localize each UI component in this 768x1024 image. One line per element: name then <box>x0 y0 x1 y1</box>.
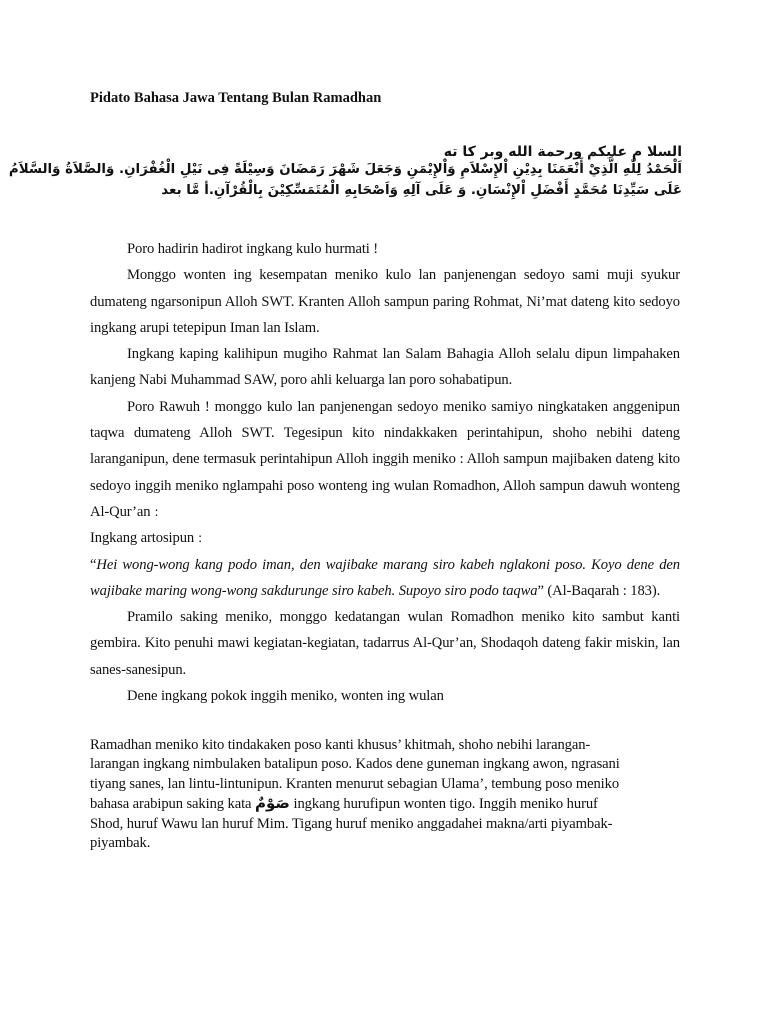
main-point-intro: Dene ingkang pokok inggih meniko, wonten ing wulan <box>127 688 444 705</box>
arabic-opening-line-2: عَلَى سَيِّدِنَا مُحَمَّدٍ أَفْضَلِ اْلإِنْسَانِ. وَ عَلَى آلِهِ وَاَصْحَابِهِ الْمُتَمَسِّكِيْنَ بِالْقُرْآنِ.أ مَّا بعد <box>161 183 682 198</box>
fasting-text-before: Ramadhan meniko kito tindakaken poso kanti khusus’ khitmah, shoho nebihi larangan-larangan ingkang nimbulaken batalipun poso. Kados dene guneman ingkang awon, ngrasani tiyang sanes, lan lintu-lintunipun. Kranten menurut sebagian Ulama’, tembung poso meniko bahasa arabipun saking kata <box>90 737 620 813</box>
meaning-intro-text: Ingkang artosipun <box>90 530 195 547</box>
meaning-intro <box>90 525 680 551</box>
arabic-salam: السلا م عليكم ورحمة الله وبر كا ته <box>443 144 682 160</box>
quote-reference: ” (Al-Baqarah : 183). <box>537 582 661 599</box>
arabic-opening-line-1: اَلْحَمْدُ لِلّٰهِ الَّذِيْ أَنْعَمَنَا بِدِيْنِ اْلإِسْلاَمِ وَاْلإِيْمَنِ وَجَعَلَ شَهْرَ رَمَضَانَ وَسِيْلَةً فِى نَيْلِ الْغُفْرَانِ. وَالصَّلاَةُ وَالسَّلاَمُ <box>8 162 682 177</box>
taqwa-colon: : <box>150 503 159 519</box>
fasting-text-after: ingkang hurufipun wonten tigo. Inggih meniko huruf Shod, huruf Wawu lan huruf Mim. Tigang huruf meniko anggadahei makna/arti piyambak-piyambak. <box>90 796 613 852</box>
fasting-explanation <box>90 736 630 853</box>
gratitude-paragraph: Monggo wonten ing kesempatan meniko kulo lan panjenengan sedoyo sami muji syukur dumateng ngarsonipun Alloh SWT. Kranten Alloh sampun paring Rohmat, Ni’mat dateng kito sedoyo ingkang arupi tetepipun Iman lan Islam. <box>90 267 680 336</box>
quote-open-mark: “ <box>90 556 97 573</box>
arabic-word-saum: صَوْمٌ <box>254 794 290 813</box>
fasting-paragraph <box>90 736 630 853</box>
ramadhan-welcome-paragraph: Pramilo saking meniko, monggo kedatangan wulan Romadhon meniko kito sambut kanti gembira. Kito penuhi mawi kegiatan-kegiatan, tadarrus Al-Qur’an, Shodaqoh dateng fakir miskin, lan sanes-sanesipun. <box>90 609 680 678</box>
quote-text: Hei wong-wong kang podo iman, den wajibake marang siro kabeh nglakoni poso. Koyo dene den wajibake maring wong-wong sakdurunge siro kabeh. Supoyo siro podo taqwa <box>90 556 680 599</box>
blessing-paragraph: Ingkang kaping kalihipun mugiho Rahmat lan Salam Bahagia Alloh selalu dipun limpahaken kanjeng Nabi Muhammad SAW, poro ahli keluarga lan poro sohabatipun. <box>90 346 680 389</box>
page-title: Pidato Bahasa Jawa Tentang Bulan Ramadhan <box>90 90 382 106</box>
meaning-intro-colon: : <box>194 530 203 546</box>
taqwa-text: Poro Rawuh ! monggo kulo lan panjenengan sedoyo meniko samiyo ningkataken anggenipun taqwa dumateng Alloh SWT. Tegesipun kito nindakkaken perintahipun, shoho nebihi dateng laranganipun, dene termasuk perintahipun Alloh inggih meniko : Alloh sampun majibaken dateng kito sedoyo inggih meniko nglampahi poso wonteng ing wulan Romadhon, Alloh sampun dawuh wonteng Al-Qur’an <box>90 398 680 520</box>
greeting-paragraph: Poro hadirin hadirot ingkang kulo hurmati ! <box>127 241 379 257</box>
speech-body <box>90 236 680 709</box>
taqwa-paragraph <box>90 394 680 525</box>
quran-quote <box>90 552 680 605</box>
